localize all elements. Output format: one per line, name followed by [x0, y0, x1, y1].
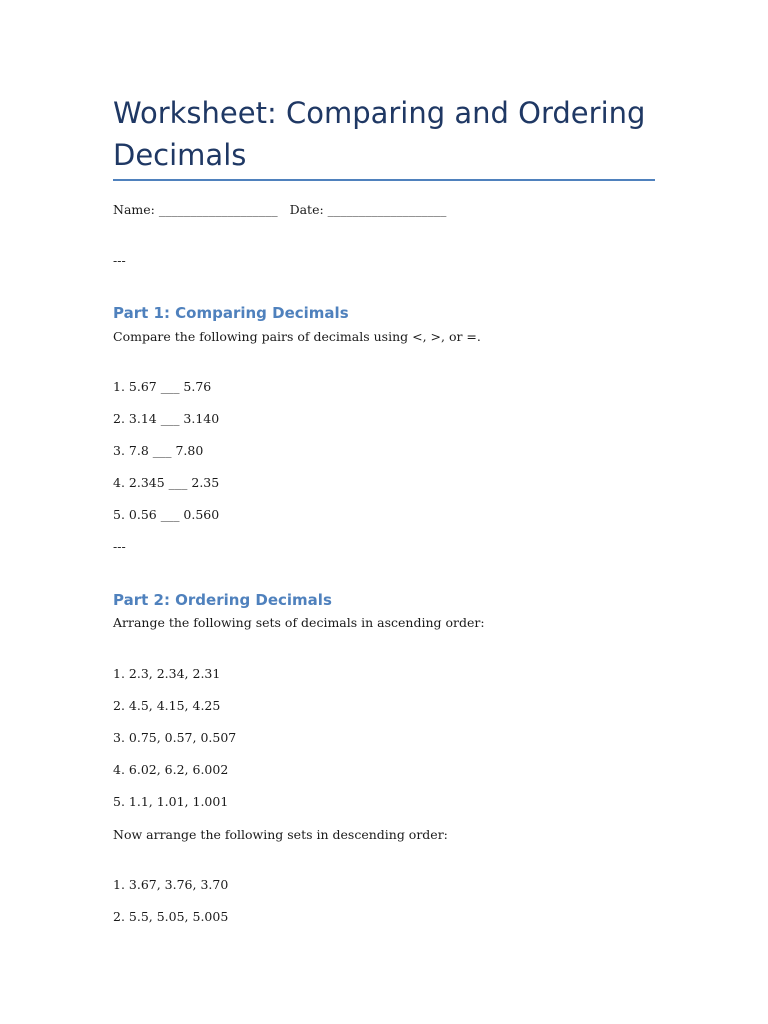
ascending-item: 5. 1.1, 1.01, 1.001: [113, 794, 229, 809]
title-divider: [113, 179, 655, 181]
ascending-item: 4. 6.02, 6.2, 6.002: [113, 762, 229, 777]
part1-item: 5. 0.56 ___ 0.560: [113, 507, 220, 522]
part2-instruction-descending: Now arrange the following sets in descending order:: [113, 827, 448, 842]
part1-instruction: Compare the following pairs of decimals using <, >, or =.: [113, 329, 481, 344]
part1-item: 3. 7.8 ___ 7.80: [113, 443, 204, 458]
part1-heading: Part 1: Comparing Decimals: [113, 304, 349, 322]
separator-2: ---: [113, 539, 126, 554]
part1-item: 2. 3.14 ___ 3.140: [113, 411, 220, 426]
page-title: Worksheet: Comparing and Ordering Decimals: [113, 96, 646, 172]
ascending-item: 2. 4.5, 4.15, 4.25: [113, 698, 221, 713]
descending-item: 1. 3.67, 3.76, 3.70: [113, 877, 229, 892]
part1-item: 1. 5.67 ___ 5.76: [113, 379, 212, 394]
date-field-label: Date: ___________________: [289, 202, 447, 217]
part2-heading: Part 2: Ordering Decimals: [113, 591, 332, 609]
name-field-label: Name: ___________________: [113, 202, 278, 217]
ascending-item: 3. 0.75, 0.57, 0.507: [113, 730, 237, 745]
part2-instruction-ascending: Arrange the following sets of decimals in ascending order:: [113, 615, 485, 630]
name-date-row: [113, 202, 446, 218]
descending-item: 2. 5.5, 5.05, 5.005: [113, 909, 229, 924]
separator-1: ---: [113, 253, 126, 268]
part1-item: 4. 2.345 ___ 2.35: [113, 475, 220, 490]
ascending-item: 1. 2.3, 2.34, 2.31: [113, 666, 221, 681]
